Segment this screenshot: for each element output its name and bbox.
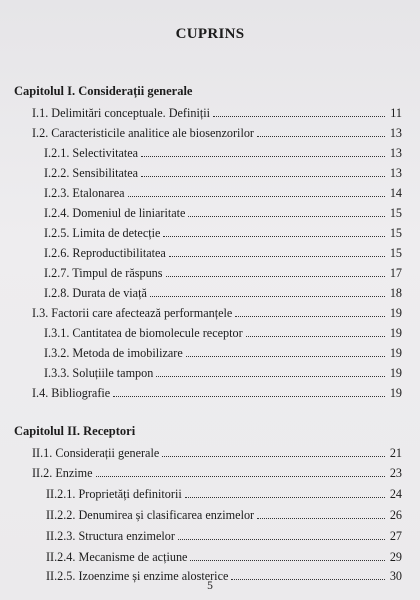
toc-entry <box>44 346 402 362</box>
toc-entry-page: 27 <box>389 529 402 543</box>
toc-entry-page: 13 <box>389 166 402 180</box>
toc-entry-page: 19 <box>389 366 402 380</box>
toc-entry-label: I.3.3. Soluțiile tampon <box>44 366 154 380</box>
toc-entry <box>32 306 402 322</box>
toc-entry <box>44 326 402 342</box>
toc-entry-page: 30 <box>389 569 402 583</box>
page-number: 5 <box>207 580 213 592</box>
toc-entry-label: I.2.3. Etalonarea <box>44 186 125 200</box>
dot-leader <box>141 155 385 157</box>
toc-entry-page: 13 <box>389 126 402 140</box>
dot-leader <box>186 355 385 357</box>
toc-entry-page: 15 <box>389 206 402 220</box>
dot-leader <box>128 195 385 197</box>
dot-leader <box>213 115 385 117</box>
dot-leader <box>141 175 385 177</box>
dot-leader <box>150 295 385 297</box>
toc-entry-page: 21 <box>389 446 402 460</box>
toc-entry-label: I.2.7. Timpul de răspuns <box>44 266 163 280</box>
toc-entry-page: 19 <box>389 386 402 400</box>
toc-entry <box>44 366 402 382</box>
dot-leader <box>257 517 385 519</box>
dot-leader <box>162 455 385 457</box>
toc-entry-page: 19 <box>389 326 402 340</box>
toc-entry-label: II.2.3. Structura enzimelor <box>46 529 175 543</box>
dot-leader <box>169 255 385 257</box>
toc-entry-page: 15 <box>389 226 402 240</box>
toc-entry-label: II.2.4. Mecanisme de acțiune <box>46 550 188 564</box>
dot-leader <box>156 375 385 377</box>
toc-entry-label: II.2. Enzime <box>32 466 93 480</box>
dot-leader <box>185 496 385 498</box>
toc-entry <box>32 106 402 122</box>
toc-entry-page: 26 <box>389 508 402 522</box>
toc-entry <box>44 186 402 202</box>
toc-entry-label: I.3.1. Cantitatea de biomolecule receptor <box>44 326 243 340</box>
toc-entry <box>44 286 402 302</box>
dot-leader <box>113 395 385 397</box>
dot-leader <box>257 135 385 137</box>
toc-entry-label: I.2.6. Reproductibilitatea <box>44 246 166 260</box>
toc-entry-page: 29 <box>389 550 402 564</box>
toc-entry-label: I.2.8. Durata de viață <box>44 286 147 300</box>
toc-entry <box>44 146 402 162</box>
toc-entry <box>46 487 402 503</box>
toc-entry-label: II.2.5. Izoenzime și enzime alosterice <box>46 569 229 583</box>
toc-entry-page: 23 <box>389 466 402 480</box>
toc-entry-label: I.1. Delimitări conceptuale. Definiții <box>32 106 211 120</box>
toc-entry-label: II.1. Considerații generale <box>32 446 160 460</box>
dot-leader <box>188 215 385 217</box>
toc-entry <box>44 226 402 242</box>
toc-entry-page: 19 <box>389 346 402 360</box>
toc-entry <box>44 246 402 262</box>
toc-entry-label: I.4. Bibliografie <box>32 386 111 400</box>
chapter-heading-2: Capitolul II. Receptori <box>14 424 136 438</box>
toc-entry-label: I.2.2. Sensibilitatea <box>44 166 139 180</box>
dot-leader <box>246 335 385 337</box>
toc-entry-page: 18 <box>389 286 402 300</box>
toc-entry-label: II.2.1. Proprietăți definitorii <box>46 487 182 501</box>
dot-leader <box>163 235 385 237</box>
dot-leader <box>235 315 385 317</box>
toc-entry-label: II.2.2. Denumirea și clasificarea enzimelor <box>46 508 255 522</box>
toc-entry <box>32 126 402 142</box>
dot-leader <box>166 275 385 277</box>
toc-entry-page: 13 <box>389 146 402 160</box>
toc-entry-label: I.2.5. Limita de detecție <box>44 226 161 240</box>
dot-leader <box>178 538 385 540</box>
toc-entry-page: 11 <box>390 106 402 120</box>
toc-entry <box>46 550 402 566</box>
toc-entry-page: 24 <box>389 487 402 501</box>
toc-entry <box>32 446 402 462</box>
toc-entry <box>46 529 402 545</box>
toc-entry-page: 17 <box>389 266 402 280</box>
toc-entry-label: I.2.4. Domeniul de liniaritate <box>44 206 186 220</box>
dot-leader <box>190 559 385 561</box>
toc-entry-label: I.3. Factorii care afectează performanțele <box>32 306 233 320</box>
toc-entry <box>32 386 402 402</box>
toc-entry <box>32 466 402 482</box>
toc-entry-page: 15 <box>389 246 402 260</box>
toc-entry <box>44 266 402 282</box>
toc-entry <box>46 508 402 524</box>
chapter-heading-1: Capitolul I. Considerații generale <box>14 84 193 98</box>
toc-entry <box>44 206 402 222</box>
toc-entry-page: 19 <box>389 306 402 320</box>
dot-leader <box>96 475 385 477</box>
toc-entry-label: I.3.2. Metoda de imobilizare <box>44 346 183 360</box>
toc-entry-label: I.2.1. Selectivitatea <box>44 146 139 160</box>
toc-entry-label: I.2. Caracteristicile analitice ale biosenzorilor <box>32 126 254 140</box>
toc-entry <box>44 166 402 182</box>
toc-title: CUPRINS <box>175 26 245 42</box>
toc-entry-page: 14 <box>389 186 402 200</box>
